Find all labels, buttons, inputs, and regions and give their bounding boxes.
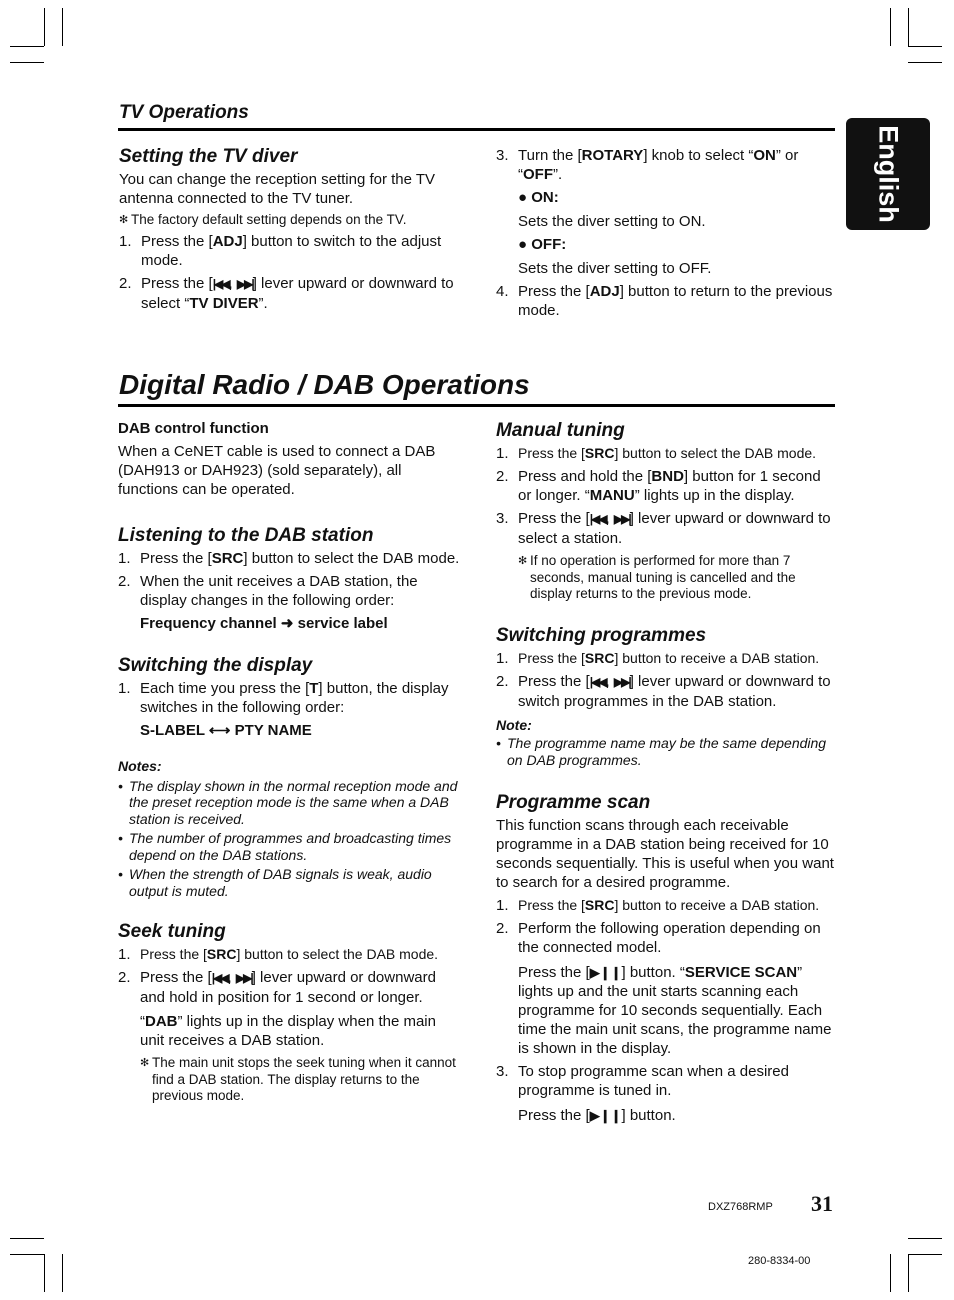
crop-mark xyxy=(908,1254,909,1292)
play-pause-icon: ▶❙❙ xyxy=(589,1108,622,1123)
listening-step-2: 2. When the unit receives a DAB station, the display changes in the following order: Frequency channel ➜ service label xyxy=(118,572,464,633)
next-track-icon: ▶▶| xyxy=(236,276,253,291)
tv-diver-title: Setting the TV diver xyxy=(119,146,298,167)
document-code: 280-8334-00 xyxy=(748,1255,811,1267)
note-item: • The display shown in the normal reception mode and the preset reception mode is the same when a DAB station is received. xyxy=(118,777,458,827)
notes-title: Notes: xyxy=(118,758,162,774)
prog-scan-title: Programme scan xyxy=(496,792,651,813)
crop-mark xyxy=(908,1238,942,1239)
next-track-icon: ▶▶| xyxy=(613,674,630,689)
crop-mark xyxy=(908,8,909,46)
next-track-icon: ▶▶| xyxy=(613,512,630,526)
next-track-icon: ▶▶| xyxy=(235,971,252,985)
dab-left-column xyxy=(118,420,464,1109)
seek-dab-text: “DAB” lights up in the display when the main unit receives a DAB station. xyxy=(140,1013,436,1049)
prog-scan-step-1: 1. Press the [SRC] button to receive a DAB station. xyxy=(496,897,820,914)
crop-mark xyxy=(62,8,63,46)
prev-track-icon: |◀◀ xyxy=(212,276,229,291)
prev-track-icon: |◀◀ xyxy=(589,674,606,689)
listening-step-1: 1. Press the [SRC] button to select the DAB mode. xyxy=(118,550,460,567)
switching-display-step-1: 1. Each time you press the [T] button, the display switches in the following order: S-LABEL ⟷ PTY NAME xyxy=(118,679,464,740)
switching-prog-step-1: 1. Press the [SRC] button to receive a DAB station. xyxy=(496,649,820,667)
on-option: ● ON: xyxy=(518,189,559,206)
tv-diver-intro: You can change the reception setting for the TV antenna connected to the TV tuner. xyxy=(119,171,436,207)
crop-mark xyxy=(890,1254,891,1292)
section-header: TV Operations xyxy=(119,102,249,123)
dab-right-column xyxy=(496,420,836,1129)
manual-title: Manual tuning xyxy=(496,420,625,441)
listening-order: Frequency channel ➜ service label xyxy=(140,615,388,632)
crop-mark xyxy=(908,1254,942,1255)
prev-track-icon: |◀◀ xyxy=(589,512,606,526)
notes-block xyxy=(118,758,464,899)
prog-scan-press: Press the [▶❙❙] button. “SERVICE SCAN” lights up and the unit starts scanning each programme for 10 seconds sequentially. Each time the main unit scans, the programme name is shown in the display. xyxy=(518,964,832,1057)
switching-prog-step-2: 2. Press the [|◀◀, ▶▶|] lever upward or downward to switch programmes in the DAB station. xyxy=(496,672,831,710)
title-rule xyxy=(118,404,835,407)
language-tab-label: English xyxy=(873,125,904,223)
page-title: Digital Radio / DAB Operations xyxy=(119,369,530,400)
prog-scan-step-3: 3. To stop programme scan when a desired programme is tuned in. Press the [▶❙❙] button. xyxy=(496,1062,836,1125)
tv-diver-section xyxy=(119,146,464,317)
crop-mark xyxy=(10,62,44,63)
seek-title: Seek tuning xyxy=(118,921,226,942)
note-item: • When the strength of DAB signals is weak, audio output is muted. xyxy=(118,866,432,899)
play-pause-icon: ▶❙❙ xyxy=(589,965,622,980)
tv-diver-step-4: 4. Press the [ADJ] button to return to the previous mode. xyxy=(496,283,833,319)
language-tab xyxy=(846,118,930,230)
prev-track-icon: |◀◀ xyxy=(211,971,228,985)
crop-mark xyxy=(10,46,44,47)
listening-title: Listening to the DAB station xyxy=(118,525,374,546)
header-rule xyxy=(118,128,835,131)
off-desc: Sets the diver setting to OFF. xyxy=(518,260,712,277)
tv-diver-step-3: 3. Turn the [ROTARY] knob to select “ON” or “OFF”. ● ON: Sets the diver setting to ON. ● OFF: Sets the diver setting to OFF. xyxy=(496,146,836,278)
dab-control-body: When a CeNET cable is used to connect a DAB (DAH913 or DAH923) (sold separately), all functions can be operated. xyxy=(118,443,436,498)
model-number: DXZ768RMP xyxy=(708,1201,773,1213)
switching-prog-note xyxy=(496,717,836,769)
prog-scan-intro: This function scans through each receivable programme in a DAB station being received for 10 seconds sequentially. This is useful when you want to search for a desired programme. xyxy=(496,817,834,891)
switching-display-title: Switching the display xyxy=(118,655,313,676)
on-desc: Sets the diver setting to ON. xyxy=(518,213,706,230)
off-option: ● OFF: xyxy=(518,236,567,253)
prog-scan-step-2: 2. Perform the following operation depending on the connected model. Press the [▶❙❙] button. “SERVICE SCAN” lights up and the unit starts scanning each programme for 10 seconds sequentially. Each time the main unit scans, the programme name is shown in the display. xyxy=(496,919,836,1058)
tv-diver-step-1: 1. Press the [ADJ] button to switch to the adjust mode. xyxy=(119,232,442,269)
crop-mark xyxy=(62,1254,63,1292)
page-number: 31 xyxy=(811,1191,833,1216)
seek-step-2: 2. Press the [|◀◀, ▶▶|] lever upward or downward and hold in position for 1 second or longer. “DAB” lights up in the display when the main unit receives a DAB station. ✻ The main unit stops the seek tuning when it cannot find a DAB station. The display returns to the previous mode. xyxy=(118,968,464,1105)
crop-mark xyxy=(908,46,942,47)
switching-prog-title: Switching programmes xyxy=(496,624,707,646)
tv-diver-section-cont xyxy=(496,146,836,324)
crop-mark xyxy=(44,1254,45,1292)
switching-prog-note-title: Note: xyxy=(496,716,532,733)
crop-mark xyxy=(890,8,891,46)
tv-diver-step-2: 2. Press the [|◀◀, ▶▶|] lever upward or downward to select “TV DIVER”. xyxy=(119,274,454,312)
crop-mark xyxy=(10,1238,44,1239)
seek-step-1: 1. Press the [SRC] button to select the DAB mode. xyxy=(118,946,439,963)
seek-note: ✻ The main unit stops the seek tuning when it cannot find a DAB station. The display returns to the previous mode. xyxy=(140,1055,456,1103)
crop-mark xyxy=(908,62,942,63)
switching-display-order: S-LABEL ⟷ PTY NAME xyxy=(140,722,312,739)
manual-step-3: 3. Press the [|◀◀, ▶▶|] lever upward or downward to select a station. ✻ If no operation is performed for more than 7 seconds, manual tuning is cancelled and the display returns to the previous mode. xyxy=(496,509,836,603)
crop-mark xyxy=(10,1254,44,1255)
note-item: • The number of programmes and broadcasting times depend on the DAB stations. xyxy=(118,830,452,863)
tv-diver-note: ✻ The factory default setting depends on the TV. xyxy=(119,212,407,227)
manual-step-1: 1. Press the [SRC] button to select the DAB mode. xyxy=(496,445,817,462)
prog-scan-press-2: Press the [▶❙❙] button. xyxy=(518,1107,676,1124)
crop-mark xyxy=(44,8,45,46)
dab-control-title: DAB control function xyxy=(118,420,269,437)
manual-step-2: 2. Press and hold the [BND] button for 1 second or longer. “MANU” lights up in the display. xyxy=(496,468,821,504)
manual-note: ✻ If no operation is performed for more than 7 seconds, manual tuning is cancelled and the display returns to the previous mode. xyxy=(518,553,796,601)
note-item: • The programme name may be the same depending on DAB programmes. xyxy=(496,735,827,768)
